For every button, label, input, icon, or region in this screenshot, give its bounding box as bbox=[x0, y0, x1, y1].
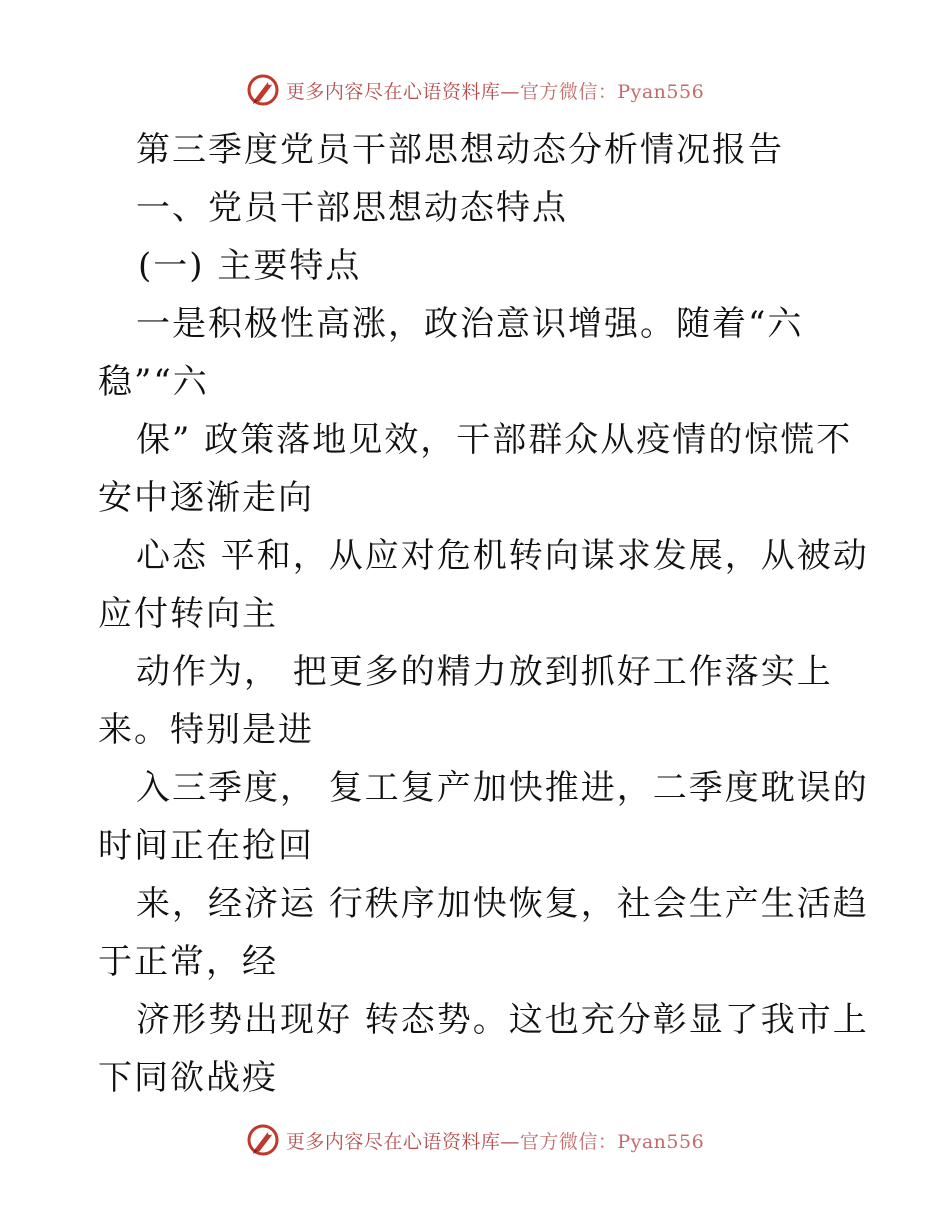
banner-wechat-text: 官方微信：Pyan556 bbox=[519, 80, 705, 103]
body-line: 一是积极性高涨，政治意识增强。随着“六 bbox=[136, 304, 804, 344]
banner-site-text: 更多内容尽在心语资料库 bbox=[285, 1130, 501, 1153]
banner-text bbox=[286, 1127, 704, 1154]
body-line: 应付转向主 bbox=[98, 594, 278, 634]
subsection-heading: (一) 主要特点 bbox=[138, 246, 362, 286]
body-line: 入三季度， 复工复产加快推进，二季度耽误的 bbox=[136, 768, 869, 808]
body-line: 下同欲战疫 bbox=[98, 1058, 278, 1098]
pen-logo-icon bbox=[246, 73, 280, 107]
body-line: 动作为， 把更多的精力放到抓好工作落实上 bbox=[136, 652, 833, 692]
banner-site-text: 更多内容尽在心语资料库 bbox=[285, 80, 501, 103]
banner-wechat-text: 官方微信：Pyan556 bbox=[519, 1130, 705, 1153]
body-line: 心态 平和，从应对危机转向谋求发展，从被动 bbox=[136, 536, 869, 576]
body-line: 安中逐渐走向 bbox=[98, 478, 314, 518]
body-line: 时间正在抢回 bbox=[98, 826, 314, 866]
pen-logo-icon bbox=[246, 1123, 280, 1157]
body-line: 来，经济运 行秩序加快恢复，社会生产生活趋 bbox=[136, 884, 869, 924]
body-line: 于正常，经 bbox=[98, 942, 278, 982]
footer-banner bbox=[0, 1120, 950, 1160]
section-heading: 一、党员干部思想动态特点 bbox=[136, 188, 568, 228]
header-banner bbox=[0, 70, 950, 110]
document-title: 第三季度党员干部思想动态分析情况报告 bbox=[136, 130, 784, 170]
body-line: 保” 政策落地见效，干部群众从疫情的惊慌不 bbox=[136, 420, 853, 460]
banner-dash: — bbox=[500, 80, 520, 103]
body-line: 来。特别是进 bbox=[98, 710, 314, 750]
body-line: 稳”“六 bbox=[98, 362, 209, 402]
body-line: 济形势出现好 转态势。这也充分彰显了我市上 bbox=[136, 1000, 869, 1040]
banner-text bbox=[286, 77, 704, 104]
banner-dash: — bbox=[500, 1130, 520, 1153]
